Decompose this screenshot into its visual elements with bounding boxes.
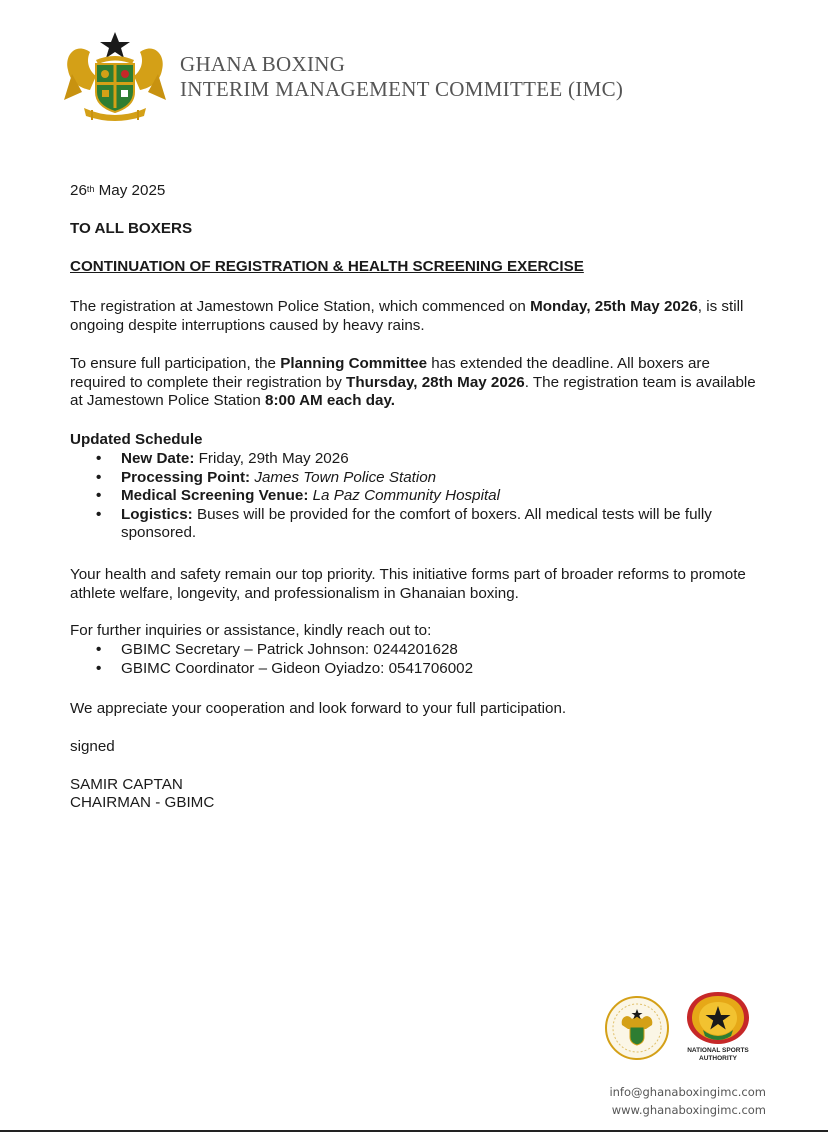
schedule-item-label: Logistics: [121,505,193,523]
schedule-item [96,450,760,469]
nsa-star-logo-icon [683,990,753,1046]
paragraph-deadline-extension [70,355,760,411]
paragraph-registration-status [70,298,760,335]
p1-text-c: , is still ongoing despite interruptions caused by heavy rains. [70,298,744,334]
p2-bold-committee: Planning Committee [280,355,428,372]
schedule-list [96,450,760,543]
org-name-line2: INTERIM MANAGEMENT COMMITTEE (IMC) [180,77,624,101]
organization-name [180,52,623,102]
schedule-item-value: Buses will be provided for the comfort of boxers. All medical tests will be fully sponsored. [121,505,712,541]
p2-text-a: To ensure full participation, the [70,355,281,372]
schedule-heading: Updated Schedule [70,431,203,448]
paragraph-health-priority: Your health and safety remain our top priority. This initiative forms part of broader reforms to promote athlete welfare, longevity, and professionalism in Ghanaian boxing. [70,566,746,602]
signatory-name: SAMIR CAPTAN [70,776,183,793]
paragraph-appreciation: We appreciate your cooperation and look forward to your full participation. [70,700,567,717]
signatory-title: CHAIRMAN - GBIMC [70,794,215,811]
footer-website: www.ghanaboxingimc.com [611,1103,766,1117]
signed-label: signed [70,738,115,755]
nsa-label [676,1047,760,1062]
contact-item: • GBIMC Secretary – Patrick Johnson: 0244201628 [96,641,760,660]
schedule-item [96,487,760,506]
footer-email: info@ghanaboxingimc.com [609,1085,766,1099]
date-suffix: th [86,184,95,194]
addressee: TO ALL BOXERS [70,220,193,237]
schedule-item [96,469,760,488]
contact-item: • GBIMC Coordinator – Gideon Oyiadzo: 0541706002 [96,660,760,679]
date-rest: May 2025 [94,182,166,199]
schedule-item-label: Medical Screening Venue: [121,487,309,504]
p2-text-e: . The registration team is available at Jamestown Police Station [70,373,756,409]
schedule-item-value: Friday, 29th May 2026 [194,450,349,467]
p1-bold-date: Monday, 25th May 2026 [530,298,698,315]
paragraph-inquiries: For further inquiries or assistance, kindly reach out to: [70,622,432,639]
nsa-label-line1: NATIONAL SPORTS [687,1047,749,1054]
subject-line: CONTINUATION OF REGISTRATION & HEALTH SCREENING EXERCISE [70,258,584,275]
contact-list [96,641,760,678]
p2-text-c: has extended the deadline. All boxers are required to complete their registration by [70,355,710,391]
date-day: 26 [70,182,87,199]
schedule-item-label: Processing Point: [121,468,251,486]
ghana-coat-of-arms-icon [62,30,168,122]
nsa-label-line2: AUTHORITY [699,1054,737,1062]
p2-bold-time: 8:00 AM each day. [265,392,396,409]
schedule-item [96,506,760,543]
schedule-item-label: New Date: [121,450,195,467]
letter-date [70,182,760,201]
org-name-line1: GHANA BOXING [180,52,346,76]
seal-icon [602,995,672,1061]
p2-bold-deadline: Thursday, 28th May 2026 [346,373,525,391]
p1-text-a: The registration at Jamestown Police Station, which commenced on [70,298,531,315]
schedule-item-value: James Town Police Station [250,468,437,486]
schedule-item-value: La Paz Community Hospital [308,487,500,504]
